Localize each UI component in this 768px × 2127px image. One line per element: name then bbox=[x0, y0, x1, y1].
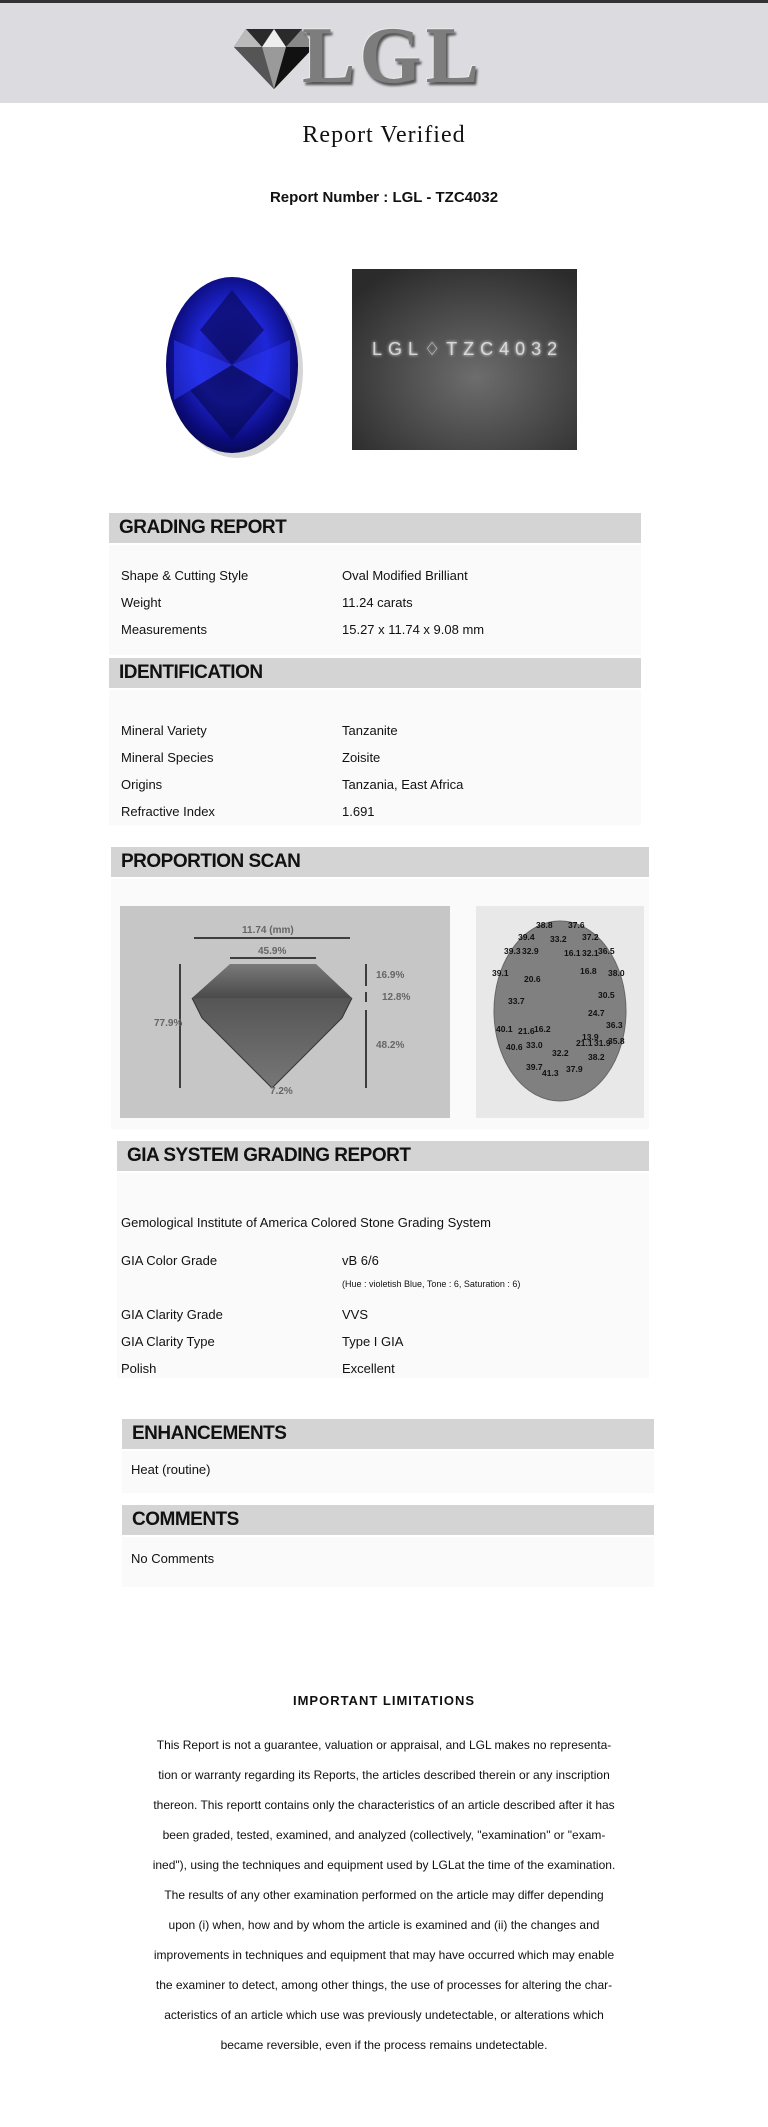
proportion-scan-title: PROPORTION SCAN bbox=[121, 851, 301, 872]
crown-percent: 16.9% bbox=[376, 970, 405, 981]
gia-row-value: VVS bbox=[342, 1307, 369, 1322]
identification-row-value: Tanzania, East Africa bbox=[342, 777, 464, 792]
width-label: 11.74 (mm) bbox=[242, 925, 294, 936]
enhancements-header bbox=[122, 1419, 654, 1449]
grading-row-value: 11.24 carats bbox=[342, 595, 413, 610]
gia-row-value: Type I GIA bbox=[342, 1334, 404, 1349]
facet-value: 40.1 bbox=[496, 1024, 513, 1034]
logo-text: LGL bbox=[302, 12, 483, 100]
identification-header bbox=[109, 658, 641, 688]
identification-row-label: Refractive Index bbox=[121, 804, 215, 819]
facet-value: 32.9 bbox=[522, 946, 539, 956]
lgl-logo bbox=[232, 12, 492, 100]
gia-row-value: Excellent bbox=[342, 1361, 395, 1376]
limitations-text bbox=[110, 1730, 658, 2060]
identification-row-value: Tanzanite bbox=[342, 723, 398, 738]
facet-value: 40.6 bbox=[506, 1042, 523, 1052]
limitations-line: improvements in techniques and equipment that may have occurred which may enable bbox=[153, 1948, 615, 1962]
culet-percent: 7.2% bbox=[270, 1086, 293, 1097]
facet-value: 20.6 bbox=[524, 974, 541, 984]
limitations-line: This Report is not a guarantee, valuation or appraisal, and LGL makes no representa- bbox=[156, 1738, 612, 1752]
depth-percent: 77.9% bbox=[154, 1018, 183, 1029]
limitations-line: acteristics of an article which use was previously undetectable, or alterations which bbox=[164, 2008, 604, 2022]
identification-title: IDENTIFICATION bbox=[119, 662, 263, 683]
inscription-text: LGL♢TZC4032 bbox=[372, 339, 564, 359]
gia-row-label: Polish bbox=[121, 1361, 157, 1376]
grading-row-value: Oval Modified Brilliant bbox=[342, 568, 468, 583]
identification-row-value: 1.691 bbox=[342, 804, 375, 819]
limitations-line: thereon. This reportt contains only the characteristics of an article described after it has bbox=[153, 1798, 615, 1812]
enhancements-title: ENHANCEMENTS bbox=[132, 1423, 287, 1444]
facet-value: 39.7 bbox=[526, 1062, 543, 1072]
facet-value: 31.9 bbox=[594, 1038, 611, 1048]
enhancements-text: Heat (routine) bbox=[131, 1462, 211, 1477]
facet-value: 38.2 bbox=[588, 1052, 605, 1062]
facet-value: 36.3 bbox=[606, 1020, 623, 1030]
facet-value: 21.6 bbox=[518, 1026, 535, 1036]
facet-value: 38.0 bbox=[608, 968, 625, 978]
header-banner bbox=[0, 3, 768, 103]
comments-header bbox=[122, 1505, 654, 1535]
facet-value: 39.3 bbox=[504, 946, 521, 956]
grading-row-label: Measurements bbox=[121, 622, 207, 637]
report-number: Report Number : LGL - TZC4032 bbox=[269, 189, 499, 206]
page-title: Report Verified bbox=[302, 122, 466, 148]
limitations-line: became reversible, even if the process remains undetectable. bbox=[220, 2038, 548, 2052]
grading-row-value: 15.27 x 11.74 x 9.08 mm bbox=[342, 622, 485, 637]
gia-row-label: GIA Clarity Type bbox=[121, 1334, 215, 1349]
gia-row-label: GIA Clarity Grade bbox=[121, 1307, 223, 1322]
gia-title: GIA SYSTEM GRADING REPORT bbox=[127, 1145, 411, 1166]
grading-report-title: GRADING REPORT bbox=[119, 517, 287, 538]
gemstone-photo bbox=[134, 270, 324, 460]
gia-color-note: (Hue : violetish Blue, Tone : 6, Saturation : 6) bbox=[342, 1279, 521, 1289]
pavilion-percent: 48.2% bbox=[376, 1040, 405, 1051]
comments-title: COMMENTS bbox=[132, 1509, 239, 1530]
gia-header bbox=[117, 1141, 649, 1171]
gia-row-label: GIA Color Grade bbox=[121, 1253, 218, 1268]
identification-row-label: Origins bbox=[121, 777, 163, 792]
facet-value: 33.2 bbox=[550, 934, 567, 944]
gia-system-name: Gemological Institute of America Colored Stone Grading System bbox=[121, 1215, 491, 1230]
limitations-line: been graded, tested, examined, and analyzed (collectively, "examination" or "exam- bbox=[162, 1828, 606, 1842]
girdle-percent: 12.8% bbox=[382, 992, 411, 1003]
identification-row-value: Zoisite bbox=[342, 750, 381, 765]
facet-value: 30.5 bbox=[598, 990, 615, 1000]
gia-row-value: vB 6/6 bbox=[342, 1253, 379, 1268]
facet-value: 13.9 bbox=[582, 1032, 599, 1042]
laser-inscription-photo bbox=[352, 269, 577, 450]
limitations-line: tion or warranty regarding its Reports, the articles described therein or any inscription bbox=[158, 1768, 610, 1782]
comments-text: No Comments bbox=[131, 1551, 215, 1566]
grading-row-label: Weight bbox=[121, 595, 162, 610]
facet-value: 39.4 bbox=[518, 932, 535, 942]
limitations-line: upon (i) when, how and by whom the article is examined and (ii) the changes and bbox=[168, 1918, 600, 1932]
facet-value: 16.2 bbox=[534, 1024, 551, 1034]
facet-value: 38.8 bbox=[536, 920, 553, 930]
identification-row-label: Mineral Species bbox=[121, 750, 214, 765]
facet-map-diagram bbox=[476, 906, 644, 1118]
facet-value: 16.1 bbox=[564, 948, 581, 958]
facet-value: 41.3 bbox=[542, 1068, 559, 1078]
facet-value: 39.1 bbox=[492, 968, 509, 978]
facet-value: 33.0 bbox=[526, 1040, 543, 1050]
facet-value: 24.7 bbox=[588, 1008, 605, 1018]
proportion-scan-header bbox=[111, 847, 649, 877]
profile-diagram bbox=[120, 906, 450, 1118]
facet-value: 36.5 bbox=[598, 946, 615, 956]
limitations-line: The results of any other examination performed on the article may differ depending bbox=[164, 1888, 604, 1902]
limitations-line: the examiner to detect, among other things, the use of processes for altering the char- bbox=[155, 1978, 613, 1992]
facet-value: 21.1 bbox=[576, 1038, 593, 1048]
facet-value: 32.1 bbox=[582, 948, 599, 958]
facet-value: 33.7 bbox=[508, 996, 525, 1006]
facet-value: 32.2 bbox=[552, 1048, 569, 1058]
limitations-line: ined"), using the techniques and equipment used by LGLat the time of the examination. bbox=[152, 1858, 616, 1872]
identification-row-label: Mineral Variety bbox=[121, 723, 207, 738]
table-percent: 45.9% bbox=[258, 946, 287, 957]
grading-report-header bbox=[109, 513, 641, 543]
facet-value: 35.8 bbox=[608, 1036, 625, 1046]
facet-value: 37.6 bbox=[568, 920, 585, 930]
facet-value: 37.9 bbox=[566, 1064, 583, 1074]
facet-value: 16.8 bbox=[580, 966, 597, 976]
grading-row-label: Shape & Cutting Style bbox=[121, 568, 249, 583]
facet-value: 37.2 bbox=[582, 932, 599, 942]
limitations-title: IMPORTANT LIMITATIONS bbox=[292, 1693, 476, 1708]
